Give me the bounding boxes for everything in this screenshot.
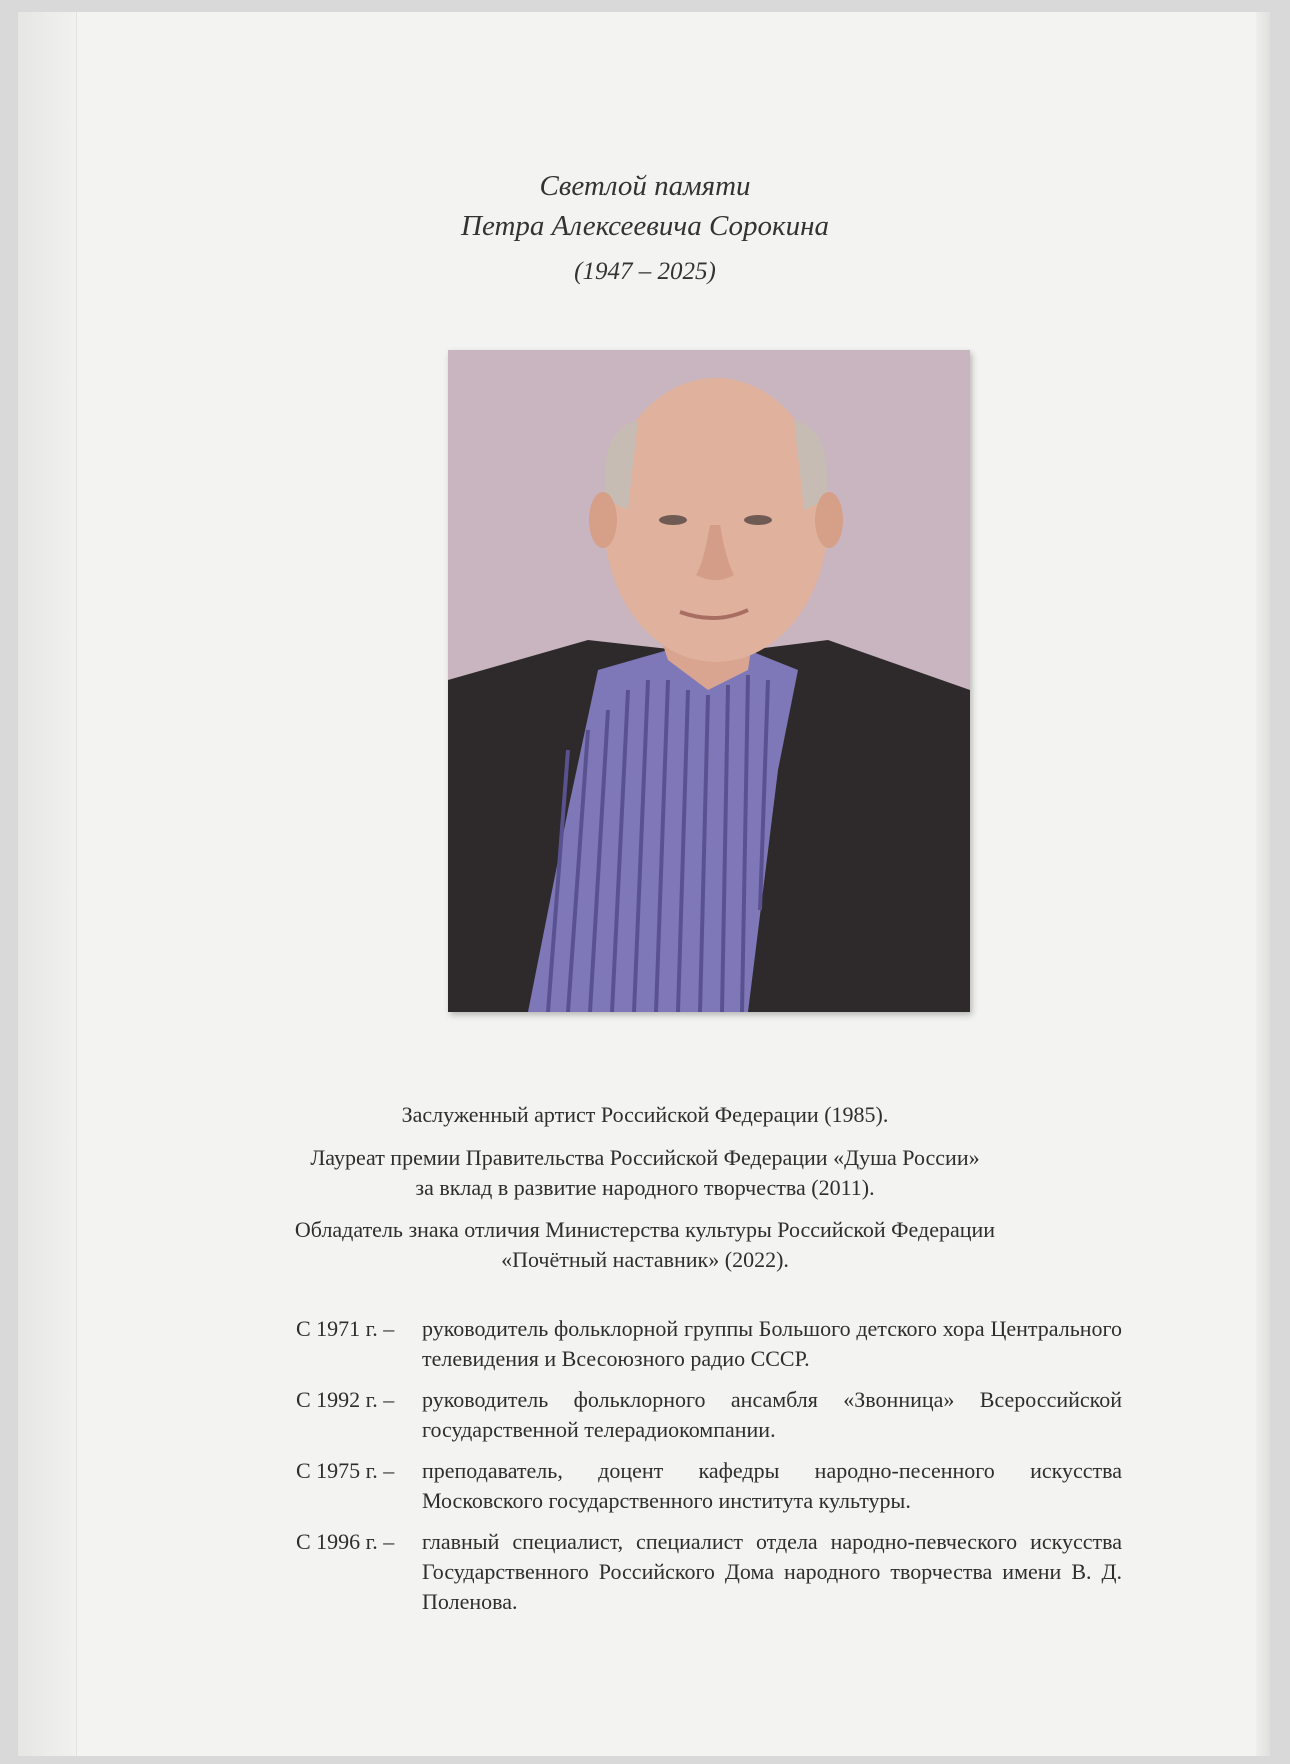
ear-right: [815, 492, 843, 548]
portrait-photo: [448, 350, 970, 1012]
memorial-heading-name: Петра Алексеевича Сорокина: [461, 210, 829, 242]
career-description: руководитель фольклорного ансамбля «Звонница» Всероссийской государственной телерадиокомпании.: [422, 1387, 1122, 1442]
eye-left: [659, 515, 687, 525]
career-item: [296, 1385, 1122, 1445]
honor-distinction-badge: [0, 1215, 1290, 1275]
career-description: руководитель фольклорной группы Большого детского хора Центрального телевидения и Всесоюзного радио СССР.: [422, 1316, 1122, 1371]
honor-merited-artist: Заслуженный артист Российской Федерации (1985).: [401, 1102, 889, 1127]
memorial-dates: (1947 – 2025): [574, 258, 716, 285]
career-year: С 1971 г. –: [296, 1316, 395, 1341]
honor-distinction-badge-line1: Обладатель знака отличия Министерства культуры Российской Федерации: [294, 1217, 996, 1242]
honor-government-prize-line1: Лауреат премии Правительства Российской Федерации «Душа России»: [310, 1145, 980, 1170]
eye-right: [744, 515, 772, 525]
career-year: С 1996 г. –: [296, 1529, 395, 1554]
career-item: [296, 1527, 1122, 1617]
honor-government-prize-line2: за вклад в развитие народного творчества (2011).: [415, 1175, 875, 1200]
portrait-illustration: [448, 350, 970, 1012]
memorial-heading-line1: Светлой памяти: [539, 170, 751, 202]
career-year: С 1975 г. –: [296, 1458, 395, 1483]
career-item: [296, 1456, 1122, 1516]
honor-government-prize: [0, 1143, 1290, 1203]
career-list: [296, 1314, 1122, 1628]
honor-distinction-badge-line2: «Почётный наставник» (2022).: [501, 1247, 789, 1272]
career-year: С 1992 г. –: [296, 1387, 395, 1412]
ear-left: [589, 492, 617, 548]
career-description: главный специалист, специалист отдела народно-певческого искусства Государственного Российского Дома народного творчества имени В. Д. Поленова.: [422, 1529, 1122, 1614]
career-description: преподаватель, доцент кафедры народно-песенного искусства Московского государственного института культуры.: [422, 1458, 1122, 1513]
career-item: [296, 1314, 1122, 1374]
